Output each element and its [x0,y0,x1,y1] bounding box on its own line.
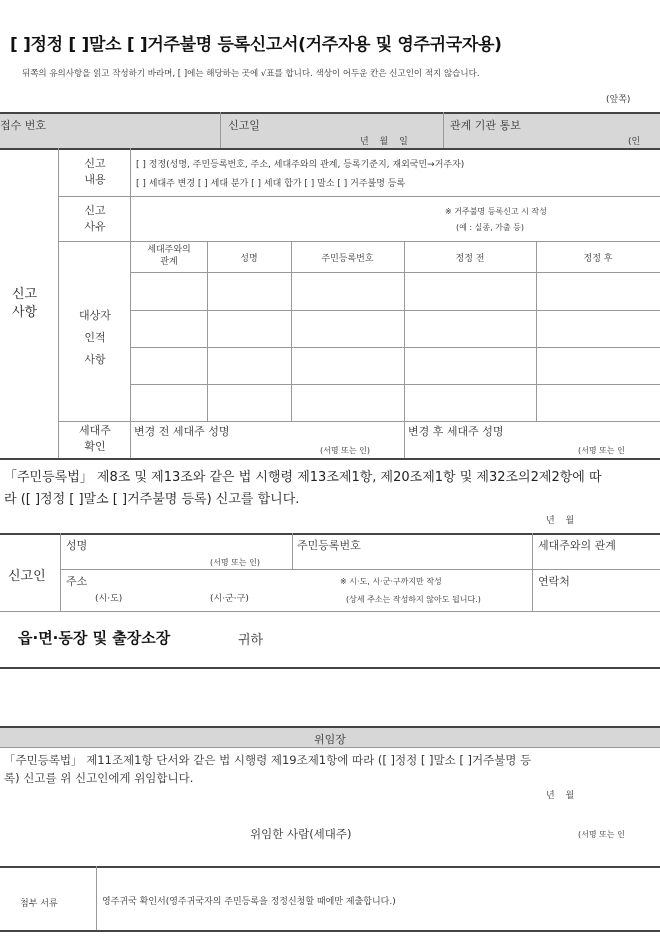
before-owner-label: 변경 전 세대주 성명 [134,425,230,438]
report-date-label: 신고일 [228,119,260,132]
divider [58,196,660,197]
divider [130,310,660,311]
address-note-detail: (상세 주소는 작성하지 않아도 됩니다.) [346,595,481,604]
column-before: 정정 전 [455,254,485,264]
divider [292,533,293,569]
delegator-sign: (서명 또는 인 [578,830,625,839]
reason-note: ※ 거주불명 등록신고 시 작성 [445,207,547,216]
divider [404,241,405,458]
address-note: ※ 시·도, 시·군·구까지만 작성 [340,577,442,586]
divider [130,272,660,273]
divider [60,533,61,611]
reporter-rrn-label[interactable]: 주민등록번호 [297,539,361,552]
column-relation: 세대주와의 관계 [147,245,191,267]
address-sigungu: (시·군·구) [210,594,249,604]
attachments-label: 첨부 서류 [20,899,58,909]
reporter-sign: (서명 또는 인) [210,558,260,567]
divider [0,667,660,669]
divider [536,241,537,421]
addressee: 읍·면·동장 및 출장소장 [18,629,171,647]
column-rrn: 주민등록번호 [321,254,374,264]
attachments-text: 영주귀국 확인서(영주귀국자의 주민등록을 정정신청할 때에만 제출합니다.) [102,897,396,907]
divider [0,148,660,150]
report-date-units: 년 월 일 [360,137,408,147]
divider [0,747,660,748]
report-section-label: 신고 사항 [12,287,38,320]
divider [60,569,660,570]
divider [130,148,131,458]
divider [58,148,59,458]
divider [207,241,208,421]
report-content-line1[interactable]: [ ] 정정(성명, 주민등록번호, 주소, 세대주와의 관계, 등록기준지, 재외국민→거주자) [136,160,465,170]
divider [291,241,292,421]
divider [0,930,660,932]
reporter-address-label[interactable]: 주소 [66,575,88,588]
page-side-label: (앞쪽) [606,95,631,105]
divider [220,112,221,148]
delegator-label: 위임한 사람(세대주) [250,827,352,841]
divider [58,421,660,422]
divider [96,866,97,930]
after-owner-sign: (서명 또는 인 [578,446,625,455]
reason-example: (예 : 실종, 가출 등) [456,223,525,232]
divider [0,458,660,460]
agency-notice-tail: (인 [628,137,641,147]
declaration-line2: 라 ([ ]정정 [ ]말소 [ ]거주불명 등록) 신고를 합니다. [4,492,300,507]
declaration-date: 년 월 [546,516,575,526]
form-title: [ ]정정 [ ]말소 [ ]거주불명 등록신고서(거주자용 및 영주귀국자용) [10,35,502,55]
divider [0,112,660,114]
divider [0,533,660,535]
divider [0,866,660,868]
household-confirm-label: 세대주 확인 [79,424,111,453]
reporter-name-label[interactable]: 성명 [66,539,88,552]
reporter-contact-label[interactable]: 연락처 [538,575,570,588]
divider [130,384,660,385]
delegation-date: 년 월 [546,791,575,801]
reporter-relation-label[interactable]: 세대주와의 관계 [538,539,616,552]
after-owner-label: 변경 후 세대주 성명 [408,425,504,438]
delegation-header: 위임장 [314,733,346,746]
addressee-suffix: 귀하 [238,633,264,648]
before-owner-sign: (서명 또는 인) [320,446,370,455]
divider [130,347,660,348]
declaration-line1: 「주민등록법」 제8조 및 제13조와 같은 법 시행령 제13조제1항, 제20조제1항 및 제32조의2제2항에 따 [4,470,602,485]
column-after: 정정 후 [583,254,613,264]
delegation-line2: 록) 신고를 위 신고인에게 위임합니다. [4,771,194,785]
address-sido: (시·도) [95,594,123,604]
report-content-label: 신고 내용 [84,157,106,186]
receipt-no-label: 접수 번호 [0,119,47,132]
report-content-line2[interactable]: [ ] 세대주 변경 [ ] 세대 분가 [ ] 세대 합가 [ ] 말소 [ ] 거주불명 등록 [136,179,406,189]
delegation-line1: 「주민등록법」 제11조제1항 단서와 같은 법 시행령 제19조제1항에 따라 ([ ]정정 [ ]말소 [ ]거주불명 등 [4,753,532,767]
office-use-row [0,112,660,148]
divider [443,112,444,148]
target-person-label: 대상자 인적 사항 [79,309,111,366]
divider [532,533,533,611]
report-reason-label: 신고 사유 [84,204,106,233]
reporter-label: 신고인 [8,569,46,584]
instruction-notice: 뒤쪽의 유의사항을 읽고 작성하기 바라며, [ ]에는 해당하는 곳에 √표를 합니다. 색상이 어두운 칸은 신고인이 적지 않습니다. [22,69,480,79]
divider [58,241,660,242]
agency-notice-label: 관계 기관 통보 [450,119,521,132]
column-name: 성명 [240,254,258,264]
divider [0,611,660,612]
